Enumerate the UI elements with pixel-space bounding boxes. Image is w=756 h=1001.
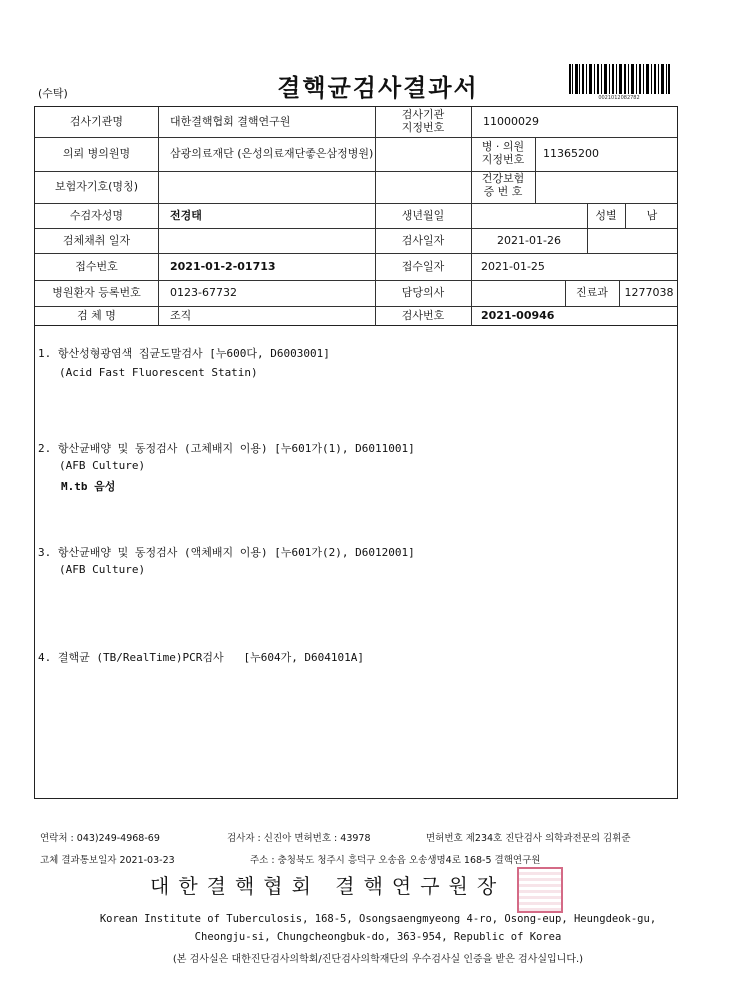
test-number-label: 검사번호 <box>401 309 445 322</box>
specimen-label: 검 체 명 <box>77 309 116 322</box>
english-address-line-1: Korean Institute of Tuberculosis, 168-5, Osongsaengmyeong 4-ro, Osong-eup, Heungdeok-gu, <box>99 913 657 925</box>
test-2-result: M.tb 음성 <box>61 480 116 493</box>
test-2-title: 2. 항산균배양 및 동정검사 (고체배지 이용) [누601가(1), D6011001] <box>38 442 415 455</box>
department-value: 1277038 <box>624 286 674 299</box>
test-3-subtitle: (AFB Culture) <box>59 563 146 576</box>
receipt-number-value: 2021-01-2-01713 <box>170 260 276 273</box>
department-label: 진료과 <box>576 286 608 299</box>
collection-date-label: 검체채취 일자 <box>62 234 131 247</box>
test-1-subtitle: (Acid Fast Fluorescent Statin) <box>59 366 258 379</box>
receipt-date-label: 접수일자 <box>401 260 445 273</box>
certification-notice: (본 검사실은 대한진단검사의학회/진단검사의학재단의 우수검사실 인증을 받은 검사실입니다.) <box>172 954 584 965</box>
document-title: 결핵균검사결과서 <box>277 74 479 102</box>
test-date-value: 2021-01-26 <box>497 234 561 247</box>
sex-label: 성별 <box>595 209 617 222</box>
institution-code-value: 11000029 <box>483 115 539 128</box>
patient-registration-value: 0123-67732 <box>170 286 237 299</box>
patient-info-table <box>34 106 678 326</box>
insurer-label: 보험자기호(명칭) <box>55 180 138 193</box>
patient-name-value: 전경태 <box>170 209 202 222</box>
test-2-subtitle: (AFB Culture) <box>59 459 146 472</box>
notice-date: 고체 결과통보일자 2021-03-23 <box>40 855 175 866</box>
test-4-title: 4. 결핵균 (TB/RealTime)PCR검사 [누604가, D604101A] <box>38 651 365 664</box>
institute-address: 주소 : 충청북도 청주시 흥덕구 오송읍 오송생명4로 168-5 결핵연구원 <box>250 855 541 866</box>
insurance-number-label-1: 건강보험 <box>481 172 525 185</box>
specimen-value: 조직 <box>170 309 192 322</box>
test-number-value: 2021-00946 <box>481 309 555 322</box>
hospital-code-label-2: 지정번호 <box>481 153 525 166</box>
referring-hospital-label: 의뢰 병의원명 <box>62 147 131 160</box>
hospital-code-value: 11365200 <box>543 147 599 160</box>
receipt-date-value: 2021-01-25 <box>481 260 545 273</box>
hospital-code-label-1: 병 · 의원 <box>481 140 525 153</box>
contact-number: 연락처 : 043)249-4968-69 <box>40 833 160 844</box>
barcode <box>567 64 671 94</box>
barcode-number: 0021012082782 <box>598 95 640 101</box>
official-seal <box>517 867 563 913</box>
institute-director-name: 대한결핵협회 결핵연구원장 <box>150 874 506 898</box>
patient-name-label: 수검자성명 <box>69 209 124 222</box>
referring-hospital-value: 삼광의료재단 (은성의료재단좋은삼정병원) <box>170 147 374 160</box>
consignment-tag: (수탁) <box>38 87 68 100</box>
patient-registration-label: 병원환자 등록번호 <box>52 286 141 299</box>
examiner-info: 검사자 : 신진아 면허번호 : 43978 <box>227 833 371 844</box>
doctor-label: 담당의사 <box>401 286 445 299</box>
test-3-title: 3. 항산균배양 및 동정검사 (액체배지 이용) [누601가(2), D6012001] <box>38 546 415 559</box>
receipt-number-label: 접수번호 <box>75 260 118 273</box>
sex-value: 남 <box>646 209 658 222</box>
test-results-area <box>34 326 678 799</box>
insurance-number-label-2: 증 번 호 <box>483 185 523 198</box>
physician-license: 면허번호 제234호 진단검사 의학과전문의 김휘준 <box>426 833 631 844</box>
birth-date-label: 생년월일 <box>401 209 445 222</box>
institution-name-label: 검사기관명 <box>69 115 124 128</box>
institution-name-value: 대한결핵협회 결핵연구원 <box>170 115 291 128</box>
english-address-line-2: Cheongju-si, Chungcheongbuk-do, 363-954, Republic of Korea <box>194 931 562 943</box>
institution-code-label-2: 지정번호 <box>401 121 445 134</box>
test-date-label: 검사일자 <box>401 234 445 247</box>
test-1-title: 1. 항산성형광염색 집균도말검사 [누600다, D6003001] <box>38 347 330 360</box>
institution-code-label-1: 검사기관 <box>401 108 445 121</box>
